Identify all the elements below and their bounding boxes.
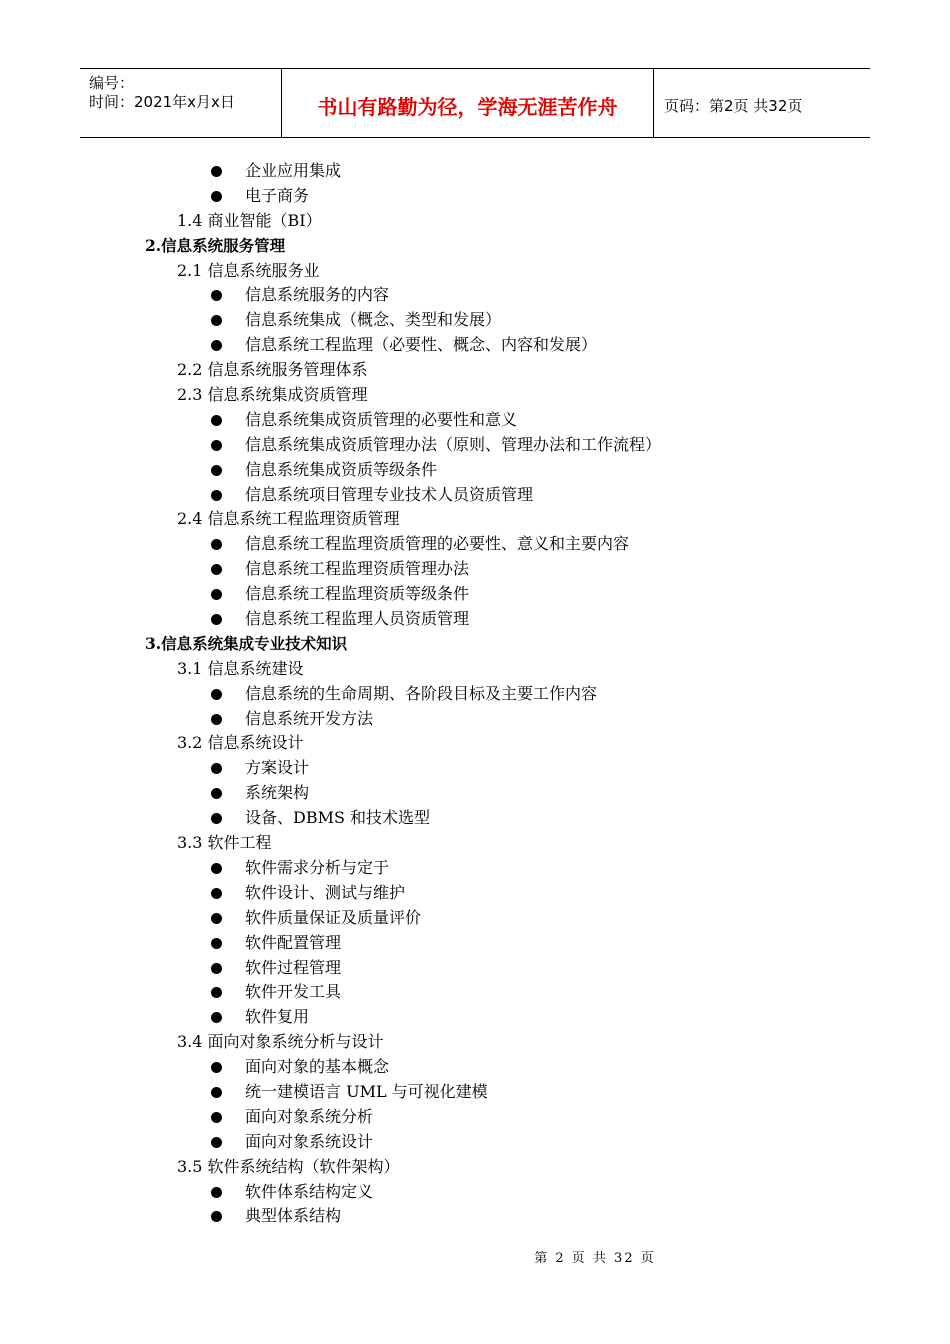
bullet-item: [0, 308, 950, 333]
header-page-cell: [654, 69, 870, 137]
bullet-dot-icon: [211, 1137, 222, 1148]
bullet-dot-icon: [211, 1187, 222, 1198]
bullet-dot-icon: [211, 1062, 222, 1073]
bullet-item: [0, 682, 950, 707]
bullet-dot-icon: [211, 564, 222, 575]
line-text: 信息系统集成（概念、类型和发展）: [245, 310, 502, 330]
line-text: 软件开发工具: [245, 982, 342, 1002]
bullet-dot-icon: [211, 1087, 222, 1098]
line-text: 软件配置管理: [245, 932, 342, 952]
bullet-dot-icon: [211, 415, 222, 426]
subsection-heading: [0, 259, 950, 284]
bullet-item: [0, 1005, 950, 1030]
bullet-dot-icon: [211, 689, 222, 700]
doc-code-label: 编号：: [89, 74, 135, 92]
line-text: 信息系统工程监理资质等级条件: [245, 584, 470, 604]
bullet-item: [0, 408, 950, 433]
line-text: 2.1 信息系统服务业: [177, 260, 320, 280]
line-text: 面向对象系统设计: [245, 1131, 374, 1151]
subsection-heading: [0, 209, 950, 234]
line-text: 电子商务: [245, 185, 310, 205]
bullet-dot-icon: [211, 589, 222, 600]
bullet-dot-icon: [211, 539, 222, 550]
bullet-item: [0, 881, 950, 906]
bullet-item: [0, 980, 950, 1005]
bullet-item: [0, 557, 950, 582]
line-text: 信息系统开发方法: [245, 708, 374, 728]
line-text: 信息系统的生命周期、各阶段目标及主要工作内容: [245, 683, 598, 703]
line-text: 典型体系结构: [245, 1206, 342, 1226]
line-text: 信息系统项目管理专业技术人员资质管理: [245, 484, 534, 504]
bullet-item: [0, 781, 950, 806]
bullet-dot-icon: [211, 938, 222, 949]
line-text: 3.1 信息系统建设: [177, 658, 304, 678]
line-text: 系统架构: [245, 783, 310, 803]
line-text: 信息系统集成资质管理的必要性和意义: [245, 409, 518, 429]
bullet-item: [0, 483, 950, 508]
doc-time-label: 时间：2021年x月x日: [89, 93, 235, 111]
line-text: 统一建模语言 UML 与可视化建模: [245, 1081, 488, 1101]
bullet-dot-icon: [211, 290, 222, 301]
line-text: 信息系统工程监理人员资质管理: [245, 609, 470, 629]
bullet-item: [0, 458, 950, 483]
line-text: 软件过程管理: [245, 957, 342, 977]
line-text: 1.4 商业智能（BI）: [177, 210, 322, 230]
header-page-info: 页码：第2页 共32页: [664, 96, 803, 115]
bullet-dot-icon: [211, 763, 222, 774]
line-text: 软件质量保证及质量评价: [245, 907, 422, 927]
bullet-dot-icon: [211, 1211, 222, 1222]
line-text: 3.4 面向对象系统分析与设计: [177, 1032, 384, 1052]
line-text: 信息系统工程监理资质管理的必要性、意义和主要内容: [245, 534, 630, 554]
bullet-item: [0, 956, 950, 981]
line-text: 软件需求分析与定于: [245, 857, 390, 877]
bullet-dot-icon: [211, 191, 222, 202]
bullet-dot-icon: [211, 987, 222, 998]
subsection-heading: [0, 507, 950, 532]
bullet-item: [0, 1180, 950, 1205]
bullet-item: [0, 333, 950, 358]
bullet-item: [0, 707, 950, 732]
bullet-dot-icon: [211, 714, 222, 725]
bullet-dot-icon: [211, 614, 222, 625]
line-text: 软件设计、测试与维护: [245, 882, 406, 902]
bullet-item: [0, 184, 950, 209]
line-text: 信息系统工程监理资质管理办法: [245, 559, 470, 579]
bullet-dot-icon: [211, 913, 222, 924]
line-text: 3.5 软件系统结构（软件架构）: [177, 1156, 400, 1176]
section-heading: [0, 632, 950, 657]
bullet-dot-icon: [211, 788, 222, 799]
line-text: 2.3 信息系统集成资质管理: [177, 385, 368, 405]
header-motto-cell: [282, 69, 654, 137]
line-text: 企业应用集成: [245, 161, 342, 180]
page-header: [80, 68, 870, 138]
line-text: 面向对象的基本概念: [245, 1057, 390, 1077]
line-text: 软件复用: [245, 1007, 310, 1027]
bullet-item: [0, 931, 950, 956]
footer-page-number: 第 2 页 共 32 页: [534, 1251, 656, 1266]
bullet-dot-icon: [211, 963, 222, 974]
line-text: 信息系统集成资质等级条件: [245, 459, 438, 479]
page-footer: [0, 1247, 950, 1266]
bullet-item: [0, 607, 950, 632]
line-text: 软件体系结构定义: [245, 1181, 374, 1201]
subsection-heading: [0, 1155, 950, 1180]
bullet-item: [0, 1080, 950, 1105]
bullet-dot-icon: [211, 863, 222, 874]
subsection-heading: [0, 831, 950, 856]
bullet-item: [0, 159, 950, 184]
subsection-heading: [0, 731, 950, 756]
bullet-dot-icon: [211, 166, 222, 177]
line-text: 方案设计: [245, 758, 310, 778]
bullet-item: [0, 906, 950, 931]
bullet-dot-icon: [211, 888, 222, 899]
bullet-item: [0, 856, 950, 881]
bullet-dot-icon: [211, 490, 222, 501]
line-text: 信息系统集成资质管理办法（原则、管理办法和工作流程）: [245, 434, 662, 454]
subsection-heading: [0, 358, 950, 383]
line-text: 2.2 信息系统服务管理体系: [177, 360, 368, 380]
header-motto: 书山有路勤为径，学海无涯苦作舟: [317, 94, 618, 119]
bullet-dot-icon: [211, 315, 222, 326]
subsection-heading: [0, 1030, 950, 1055]
bullet-dot-icon: [211, 340, 222, 351]
document-body: [0, 159, 950, 1229]
line-text: 面向对象系统分析: [245, 1106, 374, 1126]
line-text: 2.4 信息系统工程监理资质管理: [177, 509, 400, 529]
line-text: 设备、DBMS 和技术选型: [245, 808, 431, 828]
line-text: 信息系统工程监理（必要性、概念、内容和发展）: [245, 335, 598, 355]
bullet-item: [0, 1105, 950, 1130]
bullet-item: [0, 433, 950, 458]
line-text: 2.信息系统服务管理: [145, 235, 286, 255]
bullet-dot-icon: [211, 440, 222, 451]
line-text: 信息系统服务的内容: [245, 285, 390, 305]
bullet-item: [0, 532, 950, 557]
subsection-heading: [0, 383, 950, 408]
bullet-dot-icon: [211, 1012, 222, 1023]
bullet-item: [0, 582, 950, 607]
bullet-item: [0, 806, 950, 831]
bullet-dot-icon: [211, 813, 222, 824]
section-heading: [0, 234, 950, 259]
bullet-item: [0, 1204, 950, 1229]
bullet-item: [0, 1055, 950, 1080]
bullet-dot-icon: [211, 1112, 222, 1123]
bullet-dot-icon: [211, 465, 222, 476]
line-text: 3.3 软件工程: [177, 833, 272, 853]
line-text: 3.2 信息系统设计: [177, 733, 304, 753]
subsection-heading: [0, 657, 950, 682]
bullet-item: [0, 283, 950, 308]
line-text: 3.信息系统集成专业技术知识: [145, 633, 348, 653]
header-meta-cell: [80, 69, 282, 137]
bullet-item: [0, 756, 950, 781]
bullet-item: [0, 1130, 950, 1155]
